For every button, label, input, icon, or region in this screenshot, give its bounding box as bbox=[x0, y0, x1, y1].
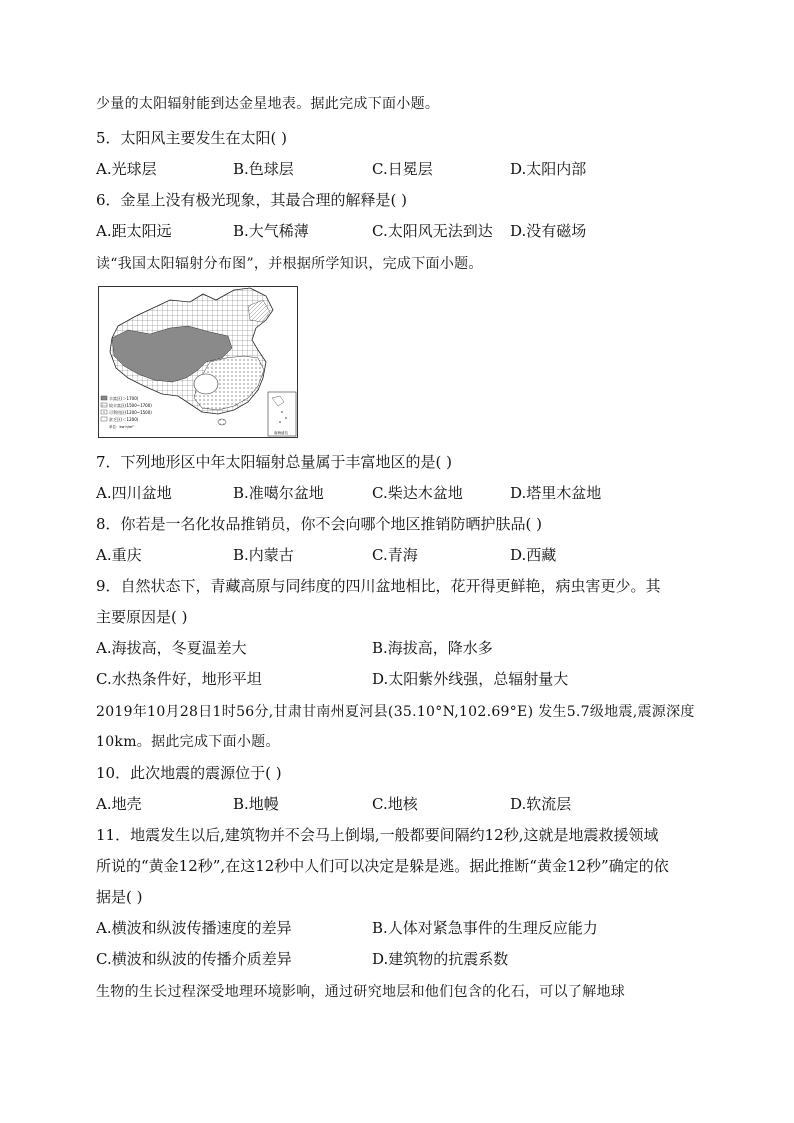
q10-option-d[interactable]: D.软流层 bbox=[510, 795, 572, 813]
q11-option-a[interactable]: A.横波和纵波传播速度的差异 bbox=[96, 919, 292, 937]
passage-intro-map: 读“我国太阳辐射分布图”，并根据所学知识，完成下面小题。 bbox=[96, 256, 483, 272]
q5-option-a[interactable]: A.光球层 bbox=[96, 160, 157, 178]
q5-option-b[interactable]: B.色球层 bbox=[233, 160, 294, 178]
question-9-line2: 主要原因是( ) bbox=[96, 608, 188, 626]
inset-label: 南海诸岛 bbox=[274, 431, 288, 435]
q5-option-d[interactable]: D.太阳内部 bbox=[510, 160, 587, 178]
q10-option-b[interactable]: B.地幔 bbox=[233, 795, 279, 813]
q9-option-d[interactable]: D.太阳紫外线强，总辐射量大 bbox=[372, 670, 569, 688]
question-6: 6．金星上没有极光现象，其最合理的解释是( ) bbox=[96, 191, 408, 209]
q6-option-a[interactable]: A.距太阳远 bbox=[96, 222, 172, 240]
question-11-line1: 11．地震发生以后,建筑物并不会马上倒塌,一般都要间隔约12秒,这就是地震救援领域 bbox=[96, 826, 659, 844]
q9-option-b[interactable]: B.海拔高，降水多 bbox=[372, 639, 493, 657]
legend-rich: 丰富区(＞1700) bbox=[109, 396, 139, 401]
question-5: 5．太阳风主要发生在太阳( ) bbox=[96, 129, 288, 147]
legend-fairly-rich: 较丰富区(1500~1700) bbox=[109, 403, 152, 408]
q10-option-c[interactable]: C.地核 bbox=[372, 795, 418, 813]
question-11-line2: 所说的“黄金12秒”,在这12秒中人们可以决定是躲是逃。据此推断“黄金12秒”确定的依 bbox=[96, 857, 669, 875]
legend-unit: 单位：kw·h/m² bbox=[109, 425, 134, 429]
question-11-line3: 据是( ) bbox=[96, 888, 143, 906]
q7-option-b[interactable]: B.准噶尔盆地 bbox=[233, 484, 324, 502]
legend-poor: 贫乏区(＜1200) bbox=[109, 417, 139, 422]
question-8: 8．你若是一名化妆品推销员，你不会向哪个地区推销防晒护肤品( ) bbox=[96, 515, 543, 533]
question-7: 7．下列地形区中年太阳辐射总量属于丰富地区的是( ) bbox=[96, 453, 453, 471]
q11-option-c[interactable]: C.横波和纵波的传播介质差异 bbox=[96, 950, 292, 968]
passage-intro-fossils: 生物的生长过程深受地理环境影响，通过研究地层和他们包含的化石，可以了解地球 bbox=[96, 984, 626, 1000]
q8-option-d[interactable]: D.西藏 bbox=[510, 546, 557, 564]
q5-option-c[interactable]: C.日冕层 bbox=[372, 160, 433, 178]
q9-option-c[interactable]: C.水热条件好，地形平坦 bbox=[96, 670, 262, 688]
china-solar-radiation-map bbox=[98, 286, 298, 438]
q8-option-c[interactable]: C.青海 bbox=[372, 546, 418, 564]
q9-option-a[interactable]: A.海拔高，冬夏温差大 bbox=[96, 639, 247, 657]
q6-option-d[interactable]: D.没有磁场 bbox=[510, 222, 587, 240]
q7-option-a[interactable]: A.四川盆地 bbox=[96, 484, 172, 502]
passage-intro-earthquake-line2: 10km。据此完成下面小题。 bbox=[96, 734, 280, 750]
q6-option-c[interactable]: C.太阳风无法到达 bbox=[372, 222, 493, 240]
q7-option-c[interactable]: C.柴达木盆地 bbox=[372, 484, 463, 502]
legend-usable: 可利用区(1200~1500) bbox=[109, 410, 152, 415]
question-10: 10．此次地震的震源位于( ) bbox=[96, 764, 282, 782]
q11-option-d[interactable]: D.建筑物的抗震系数 bbox=[372, 950, 509, 968]
q6-option-b[interactable]: B.大气稀薄 bbox=[233, 222, 309, 240]
question-9-line1: 9．自然状态下，青藏高原与同纬度的四川盆地相比，花开得更鲜艳，病虫害更少。其 bbox=[96, 577, 661, 595]
q8-option-b[interactable]: B.内蒙古 bbox=[233, 546, 294, 564]
passage-intro-venus: 少量的太阳辐射能到达金星地表。据此完成下面小题。 bbox=[96, 96, 440, 112]
q10-option-a[interactable]: A.地壳 bbox=[96, 795, 142, 813]
q7-option-d[interactable]: D.塔里木盆地 bbox=[510, 484, 602, 502]
q8-option-a[interactable]: A.重庆 bbox=[96, 546, 142, 564]
passage-intro-earthquake-line1: 2019年10月28日1时56分,甘肃甘南州夏河县(35.10°N,102.69°E) 发生5.7级地震,震源深度 bbox=[96, 704, 695, 720]
q11-option-b[interactable]: B.人体对紧急事件的生理反应能力 bbox=[372, 919, 598, 937]
